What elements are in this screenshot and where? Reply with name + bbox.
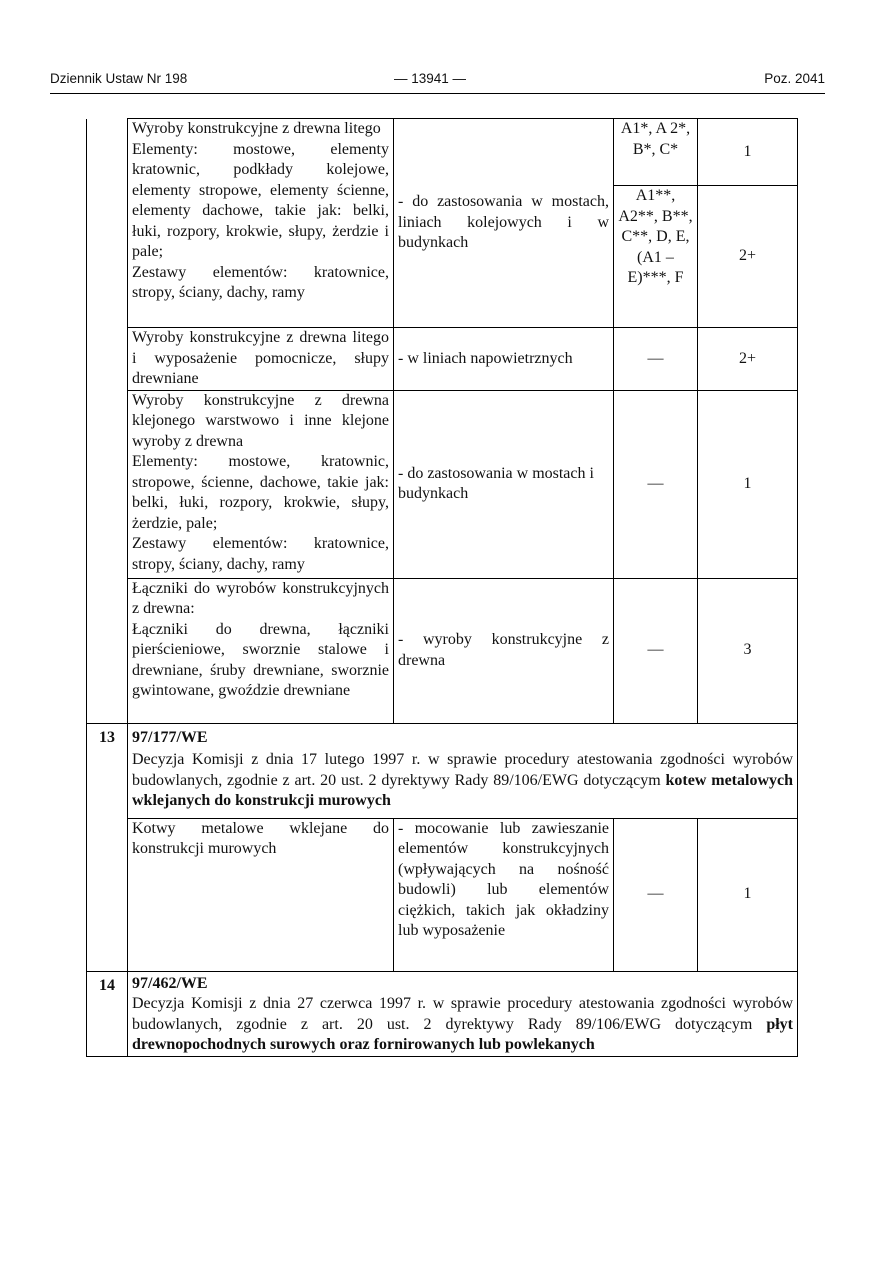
section-14-header (87, 971, 798, 1056)
certification-table (86, 118, 798, 1057)
number-cell-empty (87, 328, 128, 391)
product-cell: Łączniki do wyrobów konstrukcyjnych z drewna: Łączniki do drewna, łączniki pierścieniowe, sworznie stalowe i drewniane, śruby drewniane, sworznie gwintowane, gwoździe drewniane (128, 578, 394, 723)
fire-class-cell: — (614, 328, 698, 391)
system-cell: 1 (698, 818, 798, 971)
journal-title: Dziennik Ustaw Nr 198 (50, 71, 188, 86)
number-cell-empty (87, 390, 128, 578)
table-row (87, 390, 798, 578)
section-number: 13 (87, 723, 128, 971)
page-header (50, 71, 825, 94)
table-row (87, 818, 798, 971)
decision-subject: kotew metalowych wklejanych do konstrukcji murowych (132, 771, 794, 809)
use-cell: - do zastosowania w mostach i budynkach (394, 390, 614, 578)
section-13-header (87, 723, 798, 818)
system-cell: 1 (698, 390, 798, 578)
decision-text: Decyzja Komisji z dnia 27 czerwca 1997 r. w sprawie procedury atestowania zgodności wyrobów budowlanych, zgodnie z art. 20 ust. 2 dyrektywy Rady 89/106/EWG dotyczącym (132, 995, 793, 1033)
section-number: 14 (87, 971, 128, 1056)
decision-subject: płyt drewnopochodnych surowych oraz fornirowanych lub powlekanych (132, 1015, 793, 1053)
table-row (87, 119, 798, 186)
number-cell-empty (87, 119, 128, 186)
use-cell: - do zastosowania w mostach, liniach kolejowych i w budynkach (394, 119, 614, 328)
decision-code: 97/177/WE (132, 728, 208, 746)
page-number: — 13941 — (394, 71, 467, 86)
decision-text: Decyzja Komisji z dnia 17 lutego 1997 r. w sprawie procedury atestowania zgodności wyrobów budowlanych, zgodnie z art. 20 ust. 2 dyrektywy Rady 89/106/EWG dotyczącym (132, 751, 793, 789)
position-number: Poz. 2041 (764, 71, 825, 86)
use-cell: - w liniach napowietrznych (394, 328, 614, 391)
fire-class-cell: A1**, A2**, B**, C**, D, E, (A1 – E)***, F (614, 186, 698, 328)
fire-class-cell: — (614, 818, 698, 971)
system-cell: 2+ (698, 186, 798, 328)
product-cell: Wyroby konstrukcyjne z drewna litego i wyposażenie pomocnicze, słupy drewniane (128, 328, 394, 391)
fire-class-cell: — (614, 390, 698, 578)
table-row (87, 578, 798, 723)
product-cell: Wyroby konstrukcyjne z drewna klejonego warstwowo i inne klejone wyroby z drewna Elementy: mostowe, kratownic, stropowe, ścienne, dachowe, takie jak: belki, łuki, rozpory, krokwie, słupy, żerdzie, pale; Zestawy elementów: kratownice, stropy, ściany, dachy, ramy (128, 390, 394, 578)
use-cell: - mocowanie lub zawieszanie elementów konstrukcyjnych (wpływających na nośność budowli) lub elementów ciężkich, takich jak okładziny lub wyposażenie (394, 818, 614, 971)
system-cell: 3 (698, 578, 798, 723)
use-cell: - wyroby konstrukcyjne z drewna (394, 578, 614, 723)
decision-code: 97/462/WE (132, 974, 208, 992)
section-decision (128, 971, 798, 1056)
system-cell: 1 (698, 119, 798, 186)
number-cell-empty (87, 578, 128, 723)
fire-class-cell: — (614, 578, 698, 723)
product-cell: Wyroby konstrukcyjne z drewna litego Elementy: mostowe, elementy kratownic, podkłady kolejowe, elementy stropowe, elementy ścienne, elementy dachowe, takie jak: belki, łuki, rozpory, krokwie, słupy, żerdzie i pale; Zestawy elementów: kratownice, stropy, ściany, dachy, ramy (128, 119, 394, 328)
product-cell: Kotwy metalowe wklejane do konstrukcji murowych (128, 818, 394, 971)
table-row (87, 328, 798, 391)
section-decision (128, 723, 798, 818)
system-cell: 2+ (698, 328, 798, 391)
fire-class-cell: A1*, A 2*, B*, C* (614, 119, 698, 186)
number-cell-empty (87, 186, 128, 328)
